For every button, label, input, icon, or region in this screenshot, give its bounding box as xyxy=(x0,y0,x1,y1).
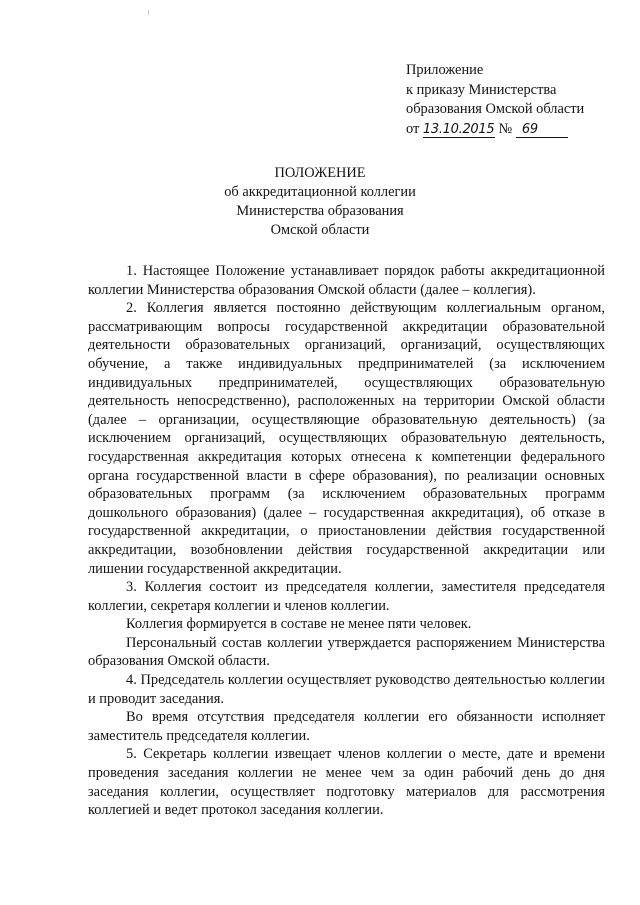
annex-line-1: Приложение xyxy=(406,62,484,78)
title-line-2: об аккредитационной коллегии xyxy=(224,184,416,200)
annex-line-3: образования Омской области xyxy=(406,101,585,117)
paragraph: 2. Коллегия является постоянно действующим коллегиальным органом, рассматривающим вопросы государственной аккредитации образовательной деятельности образовательных организаций, организаций, осуществляющих обучение, а также индивидуальных предпринимателей (за исключением индивидуальных предпринимателей, осуществляющих образовательную деятельность непосредственно), расположенных на территории Омской области (далее – организации, осуществляющие образовательную деятельность) (за исключением организаций, осуществляющих образовательную деятельность, государственная аккредитация которых отнесена к компетенции федерального органа государственной власти в сфере образования), по реализации основных образовательных программ (за исключением образовательных программ дошкольного образования) (далее – государственная аккредитация), об отказе в государственной аккредитации, о приостановлении действия государственной аккредитации, возобновлении действия государственной аккредитации или лишении государственной аккредитации. xyxy=(88,300,605,577)
from-label: от xyxy=(406,120,420,137)
number-field xyxy=(516,122,568,138)
handwritten-date: 13.10.2015 xyxy=(422,121,495,137)
date-field xyxy=(423,122,495,138)
paragraph: 4. Председатель коллегии осуществляет руководство деятельностью коллегии и проводит заседания. xyxy=(88,672,605,707)
paragraph: Персональный состав коллегии утверждается распоряжением Министерства образования Омской области. xyxy=(88,634,605,670)
number-label: № xyxy=(498,120,513,137)
paragraph: 5. Секретарь коллегии извещает членов коллегии о месте, дате и времени проведения заседания коллегии не менее чем за один рабочий день до дня заседания коллегии, осуществляет подготовку материалов для рассмотрения коллегией и ведет протокол заседания коллегии. xyxy=(88,746,605,819)
annex-line-2: к приказу Министерства xyxy=(406,81,557,98)
document-title xyxy=(0,164,640,240)
scan-artifact xyxy=(148,10,149,15)
annex-header xyxy=(406,61,626,139)
document-body xyxy=(88,262,605,820)
paragraph: 3. Коллегия состоит из председателя коллегии, заместителя председателя коллегии, секретаря коллегии и членов коллегии. xyxy=(88,579,605,614)
paragraph: Коллегия формируется в составе не менее пяти человек. xyxy=(126,616,472,633)
title-line-4: Омской области xyxy=(270,222,370,238)
handwritten-number: 69 xyxy=(521,121,538,137)
annex-date-line xyxy=(406,120,626,140)
paragraph: Во время отсутствия председателя коллегии его обязанности исполняет заместитель председателя коллегии. xyxy=(88,709,605,744)
paragraph: 1. Настоящее Положение устанавливает порядок работы аккредитационной коллегии Министерства образования Омской области (далее – коллегия). xyxy=(88,263,605,298)
title-line-3: Министерства образования xyxy=(236,203,404,219)
title-line-1: ПОЛОЖЕНИЕ xyxy=(274,165,366,181)
